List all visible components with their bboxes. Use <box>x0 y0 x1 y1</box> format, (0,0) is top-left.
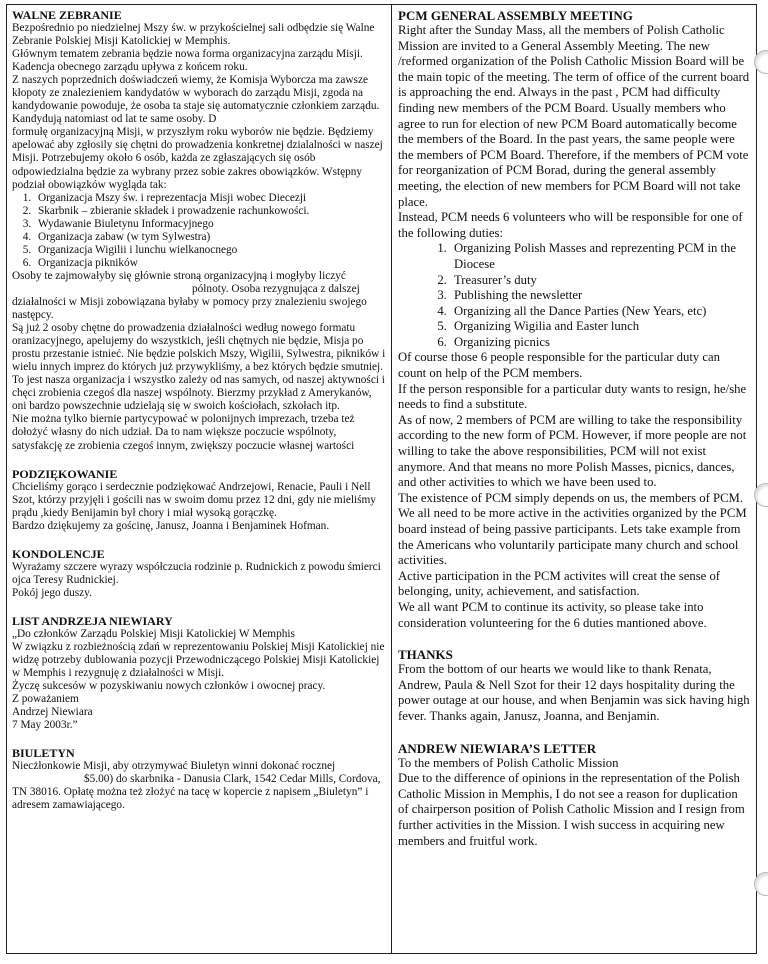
section-andrew-letter <box>398 741 750 850</box>
paragraph: Bardzo dziękujemy za gościnę, Janusz, Joanna i Benjaminek Hofman. <box>12 519 330 532</box>
paragraph: „Do członków Zarządu Polskiej Misji Katolickiej W Memphis <box>12 627 295 640</box>
column-divider <box>391 4 392 954</box>
duties-list <box>398 241 750 350</box>
paragraph: Życzę sukcesów w pozyskiwaniu nowych członków i owocnej pracy. <box>12 680 326 693</box>
section-title: PCM GENERAL ASSEMBLY MEETING <box>398 8 633 23</box>
paragraph: Są już 2 osoby chętne do prowadzenia działalności według nowego formatu oranizacyjnego, apelujemy do wszystkich, jeśli chętnych nie będzie, Misja po prostu przestanie istnieć. Nie będzie polskich Mszy, Wigilii, Sylwestra, pikników i wielu innych imprez do których już przywykliśmy, a bez których będzie smutniej. To jest nasza organizacja i wszystko zależy od nas samych, od naszej aktywności i chęci zrobienia czegoś dla naszej wspólnoty. Bierzmy przykład z Amerykanów, oni bardzo powszechnie udzielają się w swoich kościołach, szkołach itp. <box>12 322 386 413</box>
paragraph: As of now, 2 members of PCM are willing to take the responsibility according to the new form of PCM. However, if more people are not willing to take the above responsibilities, PCM will not exist anymore. And that means no more Polish Masses, picnics, dances, and other activities to which we have been used to. <box>398 412 747 490</box>
paragraph: Głównym tematem zebrania będzie nowa forma organizacyjna zarządu Misji. Kadencja obecnego zarządu upływa z końcem roku. <box>12 48 363 74</box>
paragraph: pólnoty. Osoba rezygnująca z dalszej <box>192 282 360 295</box>
list-item: 1. Organizacja Mszy św. i reprezentacja Misji wobec Diecezji <box>34 192 386 205</box>
paragraph: W związku z rozbieżnością zdań w reprezentowaniu Polskiej Misji Katolickiej nie widzę potrzeby dublowania pozycji Przewodniczącego Polskiej Misji Katolickiej w Memphis i rezygnuję z działalności w Misji. <box>12 640 385 680</box>
paragraph: Right after the Sunday Mass, all the members of Polish Catholic Mission are invited to a General Assembly Meeting. The new /reformed organization of the Polish Catholic Mission Board will be the main topic of the meeting. The term of office of the current board is approaching the end. Always in the past , PCM had difficulty finding new members of the PCM Board. Usually members who agree to run for election of new PCM Board automatically become the members of the Board. In the past years, the same people were the members of PCM Board. Therefore, if the members of PCM vote for reorganization of PCM Borad, during the general assembly meeting, the election of new members for PCM Board will not take place. <box>398 23 750 209</box>
paragraph: 7 May 2003r.” <box>12 719 78 732</box>
paragraph: Due to the difference of opinions in the representation of the Polish Catholic Mission in Memphis, I do not see a reason for duplication of chairperson position of Polish Catholic Mission and I resign from further activities in the Mission. I wish success in acquiring new members and fruitful work. <box>398 771 745 848</box>
list-item: 4. Organizing all the Dance Parties (New Years, etc) <box>450 304 750 320</box>
paragraph: Osoby te zajmowałyby się głównie stroną organizacyjną i mogłyby liczyć <box>12 269 346 282</box>
paragraph: działalności w Misji zobowiązana byłaby w pomocy przy znalezieniu swojego następcy. <box>12 295 367 322</box>
paragraph: Z naszych poprzednich doświadczeń wiemy, że Komisja Wyborcza ma zawsze kłopoty ze znalezieniem kandydatów w wyborach do zarządu Misji, zgoda na kandydowanie powoduje, że osoba ta staje się automatycznie członkiem zarządu. Kandydują natomiast od lat te same osoby. D <box>12 74 380 126</box>
duties-list <box>12 192 386 270</box>
section-title: WALNE ZEBRANIE <box>12 8 122 22</box>
paragraph: Andrzej Niewiara <box>12 706 93 719</box>
paragraph: formułę organizacyjną Misji, w przyszłym roku wyborów nie będzie. Będziemy apelować aby zgłosily się chętni do prowadzenia konkretnej dzialalności w naszej Misji. Potrzebujemy około 6 osób, każda ze zgłaszających się osób odpowiedzialna będzie za wybrany przez sobie zakres obowiązków. Wstępny podział obowiązków wygląda tak: <box>12 126 383 191</box>
paragraph: TN 38016. Opłatę można też złożyć na tacę w kopercie z napisem „Biuletyn” i adresem zamawiającego. <box>12 786 369 812</box>
paragraph: Pokój jego duszy. <box>12 586 92 599</box>
left-column <box>12 8 386 826</box>
right-column <box>398 8 750 865</box>
section-thanks <box>398 647 750 724</box>
section-title: KONDOLENCJE <box>12 546 105 561</box>
section-title: THANKS <box>398 647 453 663</box>
paragraph: Bezpośrednio po niedzielnej Mszy św. w przykościelnej sali odbędzie się Walne Zebranie Polskiej Misji Katolickiej w Memphis. <box>12 22 375 48</box>
paragraph: Instead, PCM needs 6 volunteers who will be responsible for one of the following duties: <box>398 210 743 240</box>
paragraph: Niecżłonkowie Misji, aby otrzymywać Biuletyn winni dokonać rocznej <box>12 760 336 773</box>
paragraph: Nie można tylko biernie partycypować w polonijnych imprezach, trzeba też dołożyć własny do nich udział. Da to nam większe poczucie wspólnoty, satysfakcję ze zrobienia czegoś innym, zwiększy poczucie własnej wartości <box>12 413 355 452</box>
paragraph: If the person responsible for a particular duty wants to resign, he/she needs to find a substitute. <box>398 381 747 412</box>
paragraph: Active participation in the PCM activites will creat the sense of belonging, unity, achievement, and satisfaction. <box>398 568 721 599</box>
section-title: BIULETYN <box>12 746 75 761</box>
list-item: 3. Wydawanie Biuletynu Informacyjnego <box>34 218 386 231</box>
paragraph: From the bottom of our hearts we would like to thank Renata, Andrew, Paula & Nell Szot for their 12 days hospitality during the power outage at our house, and when Benjamin was sick having high fever. Thanks again, Janusz, Joanna, and Benjamin. <box>398 662 750 723</box>
list-item: 3. Publishing the newsletter <box>450 288 750 304</box>
section-title: LIST ANDRZEJA NIEWIARY <box>12 613 173 628</box>
list-item: 6. Organizacja pikników <box>34 257 386 270</box>
paragraph: Of course those 6 people responsible for the particular duty can count on help of the PCM members. <box>398 350 721 381</box>
section-kondolencje <box>12 547 386 600</box>
list-item: 6. Organizing picnics <box>450 335 750 351</box>
paragraph: Wyrażamy szczere wyrazy współczucia rodzinie p. Rudnickich z powodu śmierci ojca Teresy Rudnickiej. <box>12 560 381 586</box>
paragraph: We all want PCM to continue its activity, so please take into consideration volunteering for the 6 duties mantioned above. <box>398 599 707 630</box>
paragraph: $5.00) do skarbnika - Danusia Clark, 1542 Cedar Mills, Cordova, <box>84 773 381 786</box>
section-walne-zebranie <box>12 8 386 453</box>
list-item: 2. Skarbnik – zbieranie składek i prowadzenie rachunkowości. <box>34 205 386 218</box>
section-biuletyn <box>12 746 386 812</box>
list-item: 5. Organizing Wigilia and Easter lunch <box>450 319 750 335</box>
section-title: PODZIĘKOWANIE <box>12 466 118 481</box>
list-item: 1. Organizing Polish Masses and reprezenting PCM in the Diocese <box>450 241 750 272</box>
section-general-assembly <box>398 8 750 631</box>
paragraph: Z poważaniem <box>12 693 79 706</box>
list-item: 4. Organizacja zabaw (w tym Sylwestra) <box>34 231 386 244</box>
paragraph: The existence of PCM simply depends on us, the members of PCM. We all need to be more active in the activities organized by the PCM board instead of being passive participants. Lets take example from the Americans who voluntarily participate many church and school activities. <box>398 490 747 568</box>
paragraph: To the members of Polish Catholic Mission <box>398 755 619 770</box>
section-list-andrzeja <box>12 614 386 732</box>
paragraph: Chcieliśmy gorąco i serdecznie podziękować Andrzejowi, Renacie, Pauli i Nell Szot, którzy przyjęli i gościli nas w swoim domu przez 12 dni, gdy nie mieliśmy prądu ,kiedy Benijamin był chory i miał wysoką gorączkę. <box>12 480 376 519</box>
list-item: 2. Treasurer’s duty <box>450 273 750 289</box>
section-title: ANDREW NIEWIARA’S LETTER <box>398 740 597 756</box>
list-item: 5. Organizacja Wigilii i lunchu wielkanocnego <box>34 244 386 257</box>
section-podziekowanie <box>12 467 386 533</box>
